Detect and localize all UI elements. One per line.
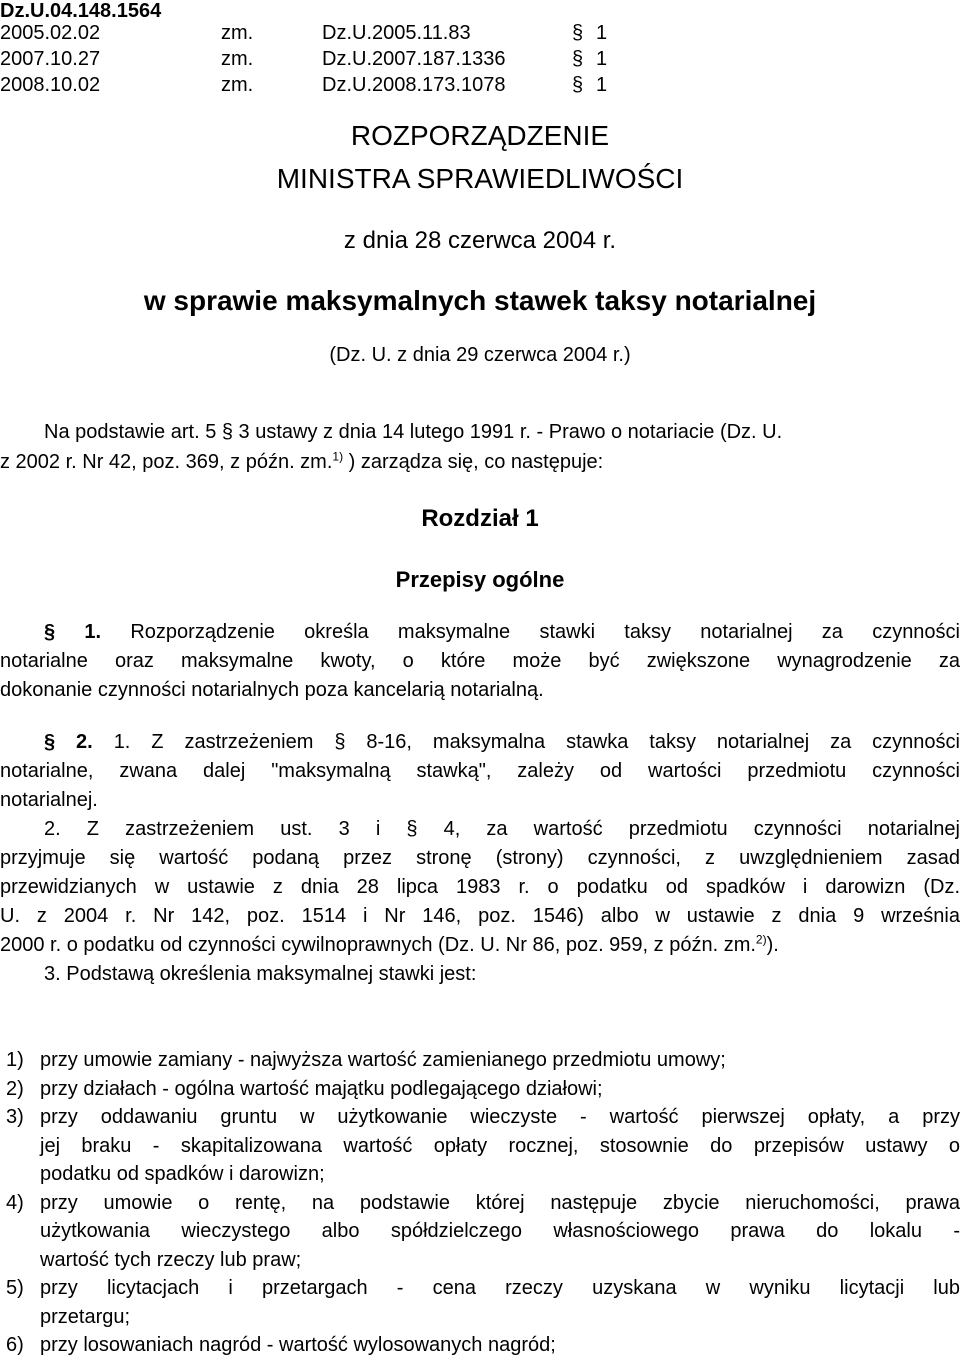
section-text: przyjmuje się wartość podaną przez stronę (strony) czynności, z uwzględnieniem zasad	[0, 847, 960, 869]
list-item-text	[40, 1103, 960, 1189]
list-item-number: 3)	[6, 1106, 24, 1128]
section-text: 3. Podstawą określenia maksymalnej stawki jest:	[44, 963, 477, 985]
history-type: zm.	[221, 48, 254, 70]
footnote-marker: 1)	[332, 449, 344, 464]
section-text: ).	[766, 934, 779, 956]
list-item-line: przy losowaniach nagród - wartość wylosowanych nagród;	[40, 1334, 556, 1356]
history-type: zm.	[221, 22, 254, 44]
list-item-number: 2)	[6, 1077, 24, 1100]
list-item-line: przy oddawaniu gruntu w użytkowanie wieczyste - wartość pierwszej opłaty, a przy	[40, 1106, 960, 1128]
chapter-title: Rozdział 1	[421, 505, 539, 532]
regulation-date: z dnia 28 czerwca 2004 r.	[343, 227, 617, 254]
section-text: notarialnej.	[0, 789, 98, 811]
history-date: 2007.10.27	[0, 48, 101, 70]
history-ref: Dz.U.2008.173.1078	[322, 74, 506, 96]
intro-text: ) zarządza się, co następuje:	[348, 451, 604, 473]
list-item-text	[40, 1046, 960, 1075]
history-ref: Dz.U.2007.187.1336	[322, 48, 506, 70]
publication-reference: (Dz. U. z dnia 29 czerwca 2004 r.)	[329, 344, 631, 366]
list-item-line: przy działach - ogólna wartość majątku podlegającego działowi;	[40, 1077, 603, 1100]
section-text: notarialne, zwana dalej "maksymalną stawką", zależy od wartości przedmiotu czynności	[0, 760, 960, 782]
list-item-line: podatku od spadków i darowizn;	[40, 1163, 325, 1185]
intro-text: z 2002 r. Nr 42, poz. 369, z późn. zm.	[0, 451, 333, 473]
history-type: zm.	[221, 74, 254, 96]
history-count: 1	[596, 74, 608, 96]
document-id: Dz.U.04.148.1564	[0, 0, 162, 22]
section-text: przewidzianych w ustawie z dnia 28 lipca 1983 r. o podatku od spadków i darowizn (Dz.	[0, 876, 960, 898]
section-2	[0, 728, 960, 989]
regulation-subject: w sprawie maksymalnych stawek taksy notarialnej	[143, 285, 817, 316]
section-icon: §	[572, 48, 584, 70]
regulation-issuer: MINISTRA SPRAWIEDLIWOŚCI	[276, 163, 684, 194]
list-item-text	[40, 1075, 960, 1104]
history-row	[0, 22, 960, 46]
section-text: U. z 2004 r. Nr 142, poz. 1514 i Nr 146, poz. 1546) albo w ustawie z dnia 9 września	[0, 905, 960, 927]
footnote-marker: 2)	[755, 932, 767, 947]
intro-line: Na podstawie art. 5 § 3 ustawy z dnia 14 lutego 1991 r. - Prawo o notariacie (Dz. U.	[44, 421, 783, 443]
list-item-number: 6)	[6, 1334, 24, 1356]
list-item-number: 4)	[6, 1191, 24, 1214]
list-item-line: użytkowania wieczystego albo spółdzielczego własnościowego prawa do lokalu -	[40, 1220, 960, 1242]
section-text: 1. Z zastrzeżeniem § 8-16, maksymalna stawka taksy notarialnej za czynności	[113, 731, 960, 753]
section-text: Rozporządzenie określa maksymalne stawki taksy notarialnej za czynności	[130, 621, 960, 643]
list-item-line: jej braku - skapitalizowana wartość opłaty rocznej, stosownie do przepisów ustawy o	[40, 1134, 960, 1157]
section-text: 2000 r. o podatku od czynności cywilnoprawnych (Dz. U. Nr 86, poz. 959, z późn. zm.	[0, 934, 756, 956]
section-text: notarialne oraz maksymalne kwoty, o które może być zwiększone wynagrodzenie za	[0, 650, 960, 672]
history-ref: Dz.U.2005.11.83	[322, 22, 471, 44]
list-item-number: 5)	[6, 1277, 24, 1299]
list-item-line: wartość tych rzeczy lub praw;	[40, 1248, 302, 1271]
history-date: 2008.10.02	[0, 74, 101, 96]
list-item-number: 1)	[6, 1049, 24, 1071]
section-text: 2. Z zastrzeżeniem ust. 3 i § 4, za wartość przedmiotu czynności notarialnej	[44, 818, 960, 840]
history-row	[0, 74, 960, 98]
section-1	[0, 618, 960, 705]
history-date: 2005.02.02	[0, 22, 101, 44]
chapter-subtitle: Przepisy ogólne	[395, 567, 565, 592]
intro-line	[0, 451, 603, 474]
list-item-text	[40, 1189, 960, 1275]
section-number: § 2.	[44, 731, 93, 753]
list-item-text	[40, 1331, 960, 1360]
section-number: § 1.	[44, 621, 102, 643]
list-item-text	[40, 1274, 960, 1331]
section-text: dokonanie czynności notarialnych poza kancelarią notarialną.	[0, 679, 544, 701]
history-count: 1	[596, 22, 608, 44]
section-icon: §	[572, 74, 584, 96]
list-item-line: przy licytacjach i przetargach - cena rzeczy uzyskana w wyniku licytacji lub	[40, 1277, 960, 1299]
list-item-line: przy umowie zamiany - najwyższa wartość zamienianego przedmiotu umowy;	[40, 1049, 726, 1071]
regulation-title: ROZPORZĄDZENIE	[350, 120, 610, 151]
history-count: 1	[596, 48, 608, 70]
list-item-line: przetargu;	[40, 1305, 131, 1328]
section-icon: §	[572, 22, 584, 44]
history-row	[0, 48, 960, 72]
list-item-line: przy umowie o rentę, na podstawie której następuje zbycie nieruchomości, prawa	[40, 1191, 960, 1214]
